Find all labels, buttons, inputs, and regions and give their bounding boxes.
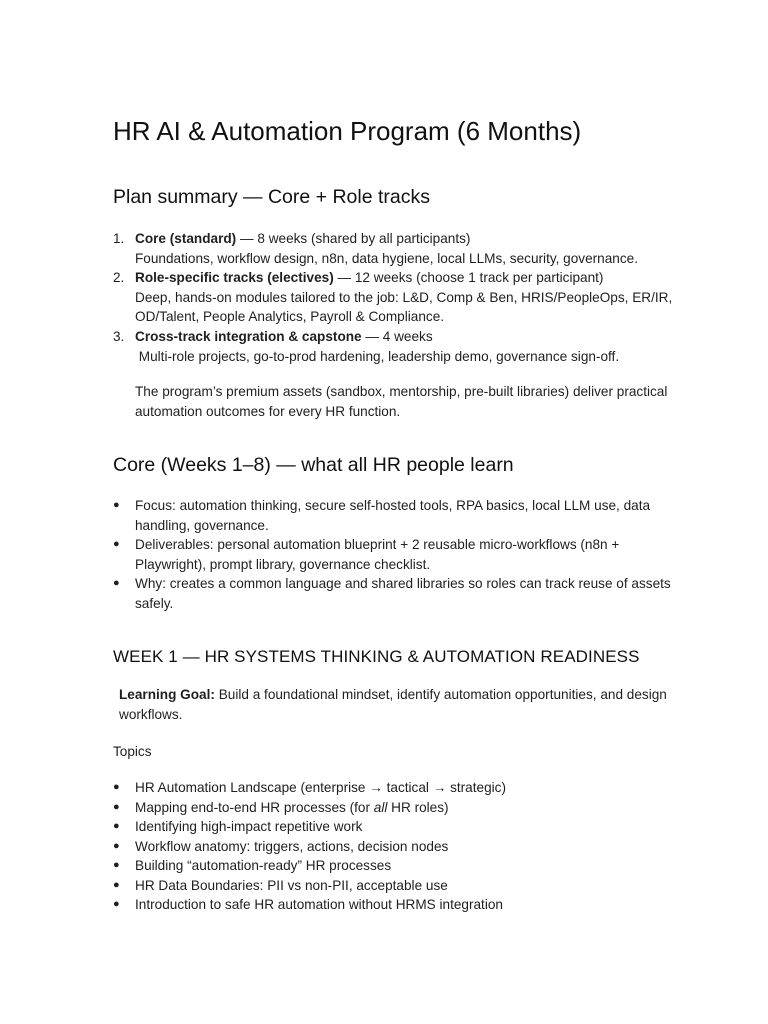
list-item-detail: Deep, hands-on modules tailored to the job: L&D, Comp & Ben, HRIS/PeopleOps, ER/IR,: [135, 289, 673, 305]
plan-note-line: The program’s premium assets (sandbox, mentorship, pre-built libraries) deliver practical: [135, 384, 668, 399]
bullet-icon: ●: [113, 859, 120, 871]
learning-goal-label: Learning Goal:: [119, 687, 215, 702]
document-title: HR AI & Automation Program (6 Months): [113, 116, 582, 146]
topic-item: [135, 837, 695, 857]
bullet-icon: ●: [113, 781, 120, 793]
list-number: 2.: [113, 270, 125, 285]
list-item: [135, 268, 695, 327]
bullet-icon: ●: [113, 898, 120, 910]
list-item-title: Role-specific tracks (electives): [135, 270, 334, 285]
topics-label: Topics: [113, 744, 152, 759]
topic-text: Workflow anatomy: triggers, actions, decision nodes: [135, 839, 449, 854]
list-item-detail: Foundations, workflow design, n8n, data hygiene, local LLMs, security, governance.: [135, 250, 639, 266]
topic-item: [135, 798, 695, 818]
topic-text: Introduction to safe HR automation without HRMS integration: [135, 897, 503, 912]
list-item-text: — 12 weeks (choose 1 track per participant): [333, 270, 604, 285]
list-number: 1.: [113, 231, 125, 246]
list-item-detail: Multi-role projects, go-to-prod hardening, leadership demo, governance sign-off.: [135, 348, 620, 364]
topic-emphasis: all: [373, 800, 388, 815]
list-item: [135, 496, 695, 535]
list-item-detail: OD/Talent, People Analytics, Payroll & Compliance.: [135, 309, 445, 325]
plan-note-line: automation outcomes for every HR function.: [135, 403, 401, 419]
topic-item: [135, 778, 695, 798]
topic-item: [135, 817, 695, 837]
topic-item: [135, 895, 695, 915]
core-heading: Core (Weeks 1–8) — what all HR people learn: [113, 454, 514, 476]
list-item-line: safely.: [135, 595, 174, 611]
topic-text: Mapping end-to-end HR processes (for: [135, 800, 374, 815]
topic-item: [135, 876, 695, 896]
bullet-icon: ●: [113, 840, 120, 852]
list-item: [135, 535, 695, 574]
list-item-line: handling, governance.: [135, 517, 269, 533]
list-item-line: Deliverables: personal automation blueprint + 2 reusable micro-workflows (n8n +: [135, 537, 620, 552]
list-item-line: Why: creates a common language and shared libraries so roles can track reuse of assets: [135, 576, 671, 591]
plan-note: [135, 382, 695, 421]
bullet-icon: ●: [113, 801, 120, 813]
list-item: [135, 229, 695, 268]
list-item-text: — 4 weeks: [361, 329, 433, 344]
topic-text: HR Automation Landscape (enterprise → tactical → strategic): [135, 780, 506, 795]
list-item: [135, 327, 695, 366]
list-item-line: Focus: automation thinking, secure self-hosted tools, RPA basics, local LLM use, data: [135, 498, 651, 513]
bullet-icon: ●: [113, 499, 120, 511]
list-item-title: Cross-track integration & capstone: [135, 329, 362, 344]
bullet-icon: ●: [113, 538, 120, 550]
bullet-icon: ●: [113, 577, 120, 589]
list-item-title: Core (standard): [135, 231, 237, 246]
plan-summary-heading: Plan summary — Core + Role tracks: [113, 186, 430, 208]
learning-goal: [119, 685, 699, 724]
topic-text: Building “automation-ready” HR processes: [135, 858, 392, 873]
list-item-line: Playwright), prompt library, governance checklist.: [135, 556, 431, 572]
learning-goal-text-cont: workflows.: [119, 706, 183, 722]
list-item-text: — 8 weeks (shared by all participants): [236, 231, 471, 246]
list-item: [135, 574, 695, 613]
topic-text: Identifying high-impact repetitive work: [135, 819, 363, 834]
topic-text: HR Data Boundaries: PII vs non-PII, acceptable use: [135, 878, 448, 893]
bullet-icon: ●: [113, 879, 120, 891]
bullet-icon: ●: [113, 820, 120, 832]
list-number: 3.: [113, 329, 125, 344]
learning-goal-text: Build a foundational mindset, identify automation opportunities, and design: [214, 687, 667, 702]
topic-item: [135, 856, 695, 876]
topic-text: HR roles): [387, 800, 449, 815]
week1-heading: WEEK 1 — HR SYSTEMS THINKING & AUTOMATION READINESS: [113, 647, 640, 666]
